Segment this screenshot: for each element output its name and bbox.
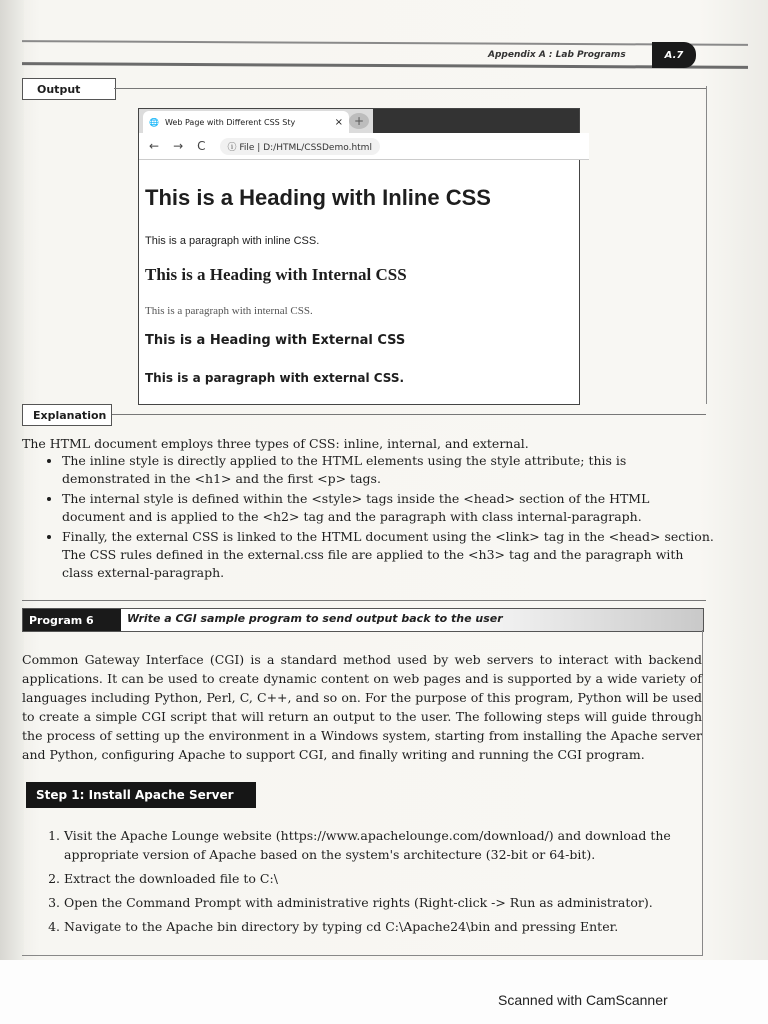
forward-arrow-icon: → [173, 139, 184, 153]
demo-paragraph-inline: This is a paragraph with inline CSS. [145, 235, 320, 247]
explanation-section-rule [112, 414, 706, 415]
explanation-intro: The HTML document employs three types of CSS: inline, internal, and external. [22, 436, 529, 451]
reload-icon: C [197, 139, 206, 153]
browser-tab-title: Web Page with Different CSS Sty [164, 117, 296, 127]
page-number-badge: A.7 [652, 42, 696, 68]
program-title: Write a CGI sample program to send output back to the user [127, 612, 503, 625]
demo-paragraph-external: This is a paragraph with external CSS. [145, 371, 405, 385]
list-item: • The inline style is directly applied to the HTML elements using the style attribute; this is demonstrated in the <h1> and the first <p> tags. [62, 452, 714, 488]
tabbar-filler [373, 109, 579, 133]
new-tab-icon: + [349, 113, 369, 129]
explanation-section-tab: Explanation [22, 404, 112, 426]
list-item: 4. Navigate to the Apache bin directory by typing cd C:\Apache24\bin and pressing Enter. [64, 917, 728, 936]
address-info: ⓘ File | [227, 142, 261, 153]
demo-heading-internal: This is a Heading with Internal CSS [145, 265, 407, 284]
explanation-bullets [46, 452, 714, 584]
program-intro: Common Gateway Interface (CGI) is a standard method used by web servers to interact with backend applications. It can be used to create dynamic content on web pages and is supported by a wide variety of languages including Python, Perl, C, C++, and so on. For the purpose of this program, Python will be used to create a simple CGI script that will return an output to the user. The following steps will guide through the process of setting up the environment in a Windows system, starting from installing the Apache server and Python, configuring Apache to support CGI, and finally writing and running the CGI program. [22, 652, 702, 762]
header-rule [22, 40, 748, 46]
page-shadow [0, 0, 24, 1000]
demo-heading-inline: This is a Heading with Inline CSS [145, 185, 491, 210]
list-item: • The internal style is defined within the <style> tags inside the <head> section of the HTML document and is applied to the <h2> tag and the paragraph with class internal-paragraph. [62, 490, 714, 526]
browser-tab [143, 111, 349, 133]
list-item: 2. Extract the downloaded file to C:\ [64, 869, 728, 888]
browser-screenshot [138, 108, 580, 405]
demo-heading-external: This is a Heading with External CSS [145, 333, 406, 348]
list-item: 1. Visit the Apache Lounge website (https://www.apachelounge.com/download/) and download the appropriate version of Apache based on the system's architecture (32-bit or 64-bit). [64, 826, 728, 864]
program-label: Program 6 [23, 609, 121, 631]
browser-tabbar [139, 109, 579, 133]
back-arrow-icon: ← [149, 139, 160, 153]
list-item: • Finally, the external CSS is linked to the HTML document using the <link> tag in the <head> section. The CSS rules defined in the external.css file are applied to the <h3> tag and the paragraph with class external-paragraph. [62, 528, 714, 582]
scanner-watermark: Scanned with CamScanner [498, 992, 668, 1008]
address-bar [220, 138, 380, 155]
close-icon: × [334, 116, 343, 128]
appendix-header: Appendix A : Lab Programs [488, 50, 626, 60]
step-heading: Step 1: Install Apache Server [26, 782, 256, 808]
header-rule-bottom [22, 62, 748, 69]
explanation-bottom-rule [22, 600, 706, 601]
address-url: D:/HTML/CSSDemo.html [263, 142, 372, 153]
browser-navbar [139, 133, 589, 160]
install-steps [44, 826, 728, 941]
list-item: 3. Open the Command Prompt with administrative rights (Right-click -> Run as administrator). [64, 893, 728, 912]
demo-paragraph-internal: This is a paragraph with internal CSS. [145, 305, 313, 317]
program-header [22, 608, 704, 632]
output-section-tab: Output [22, 78, 116, 100]
globe-icon: 🌐 [149, 117, 159, 127]
